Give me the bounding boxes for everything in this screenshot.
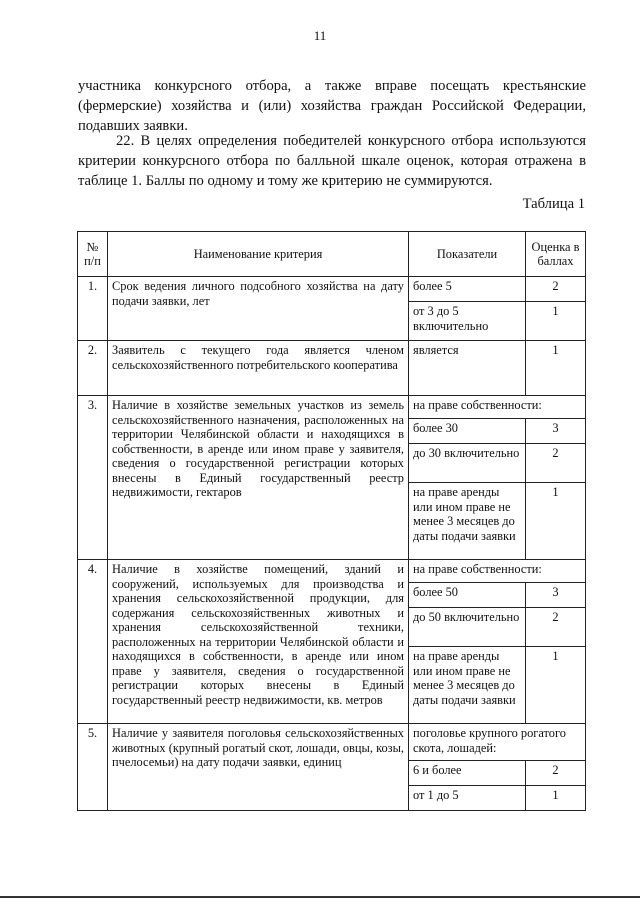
indicator: на праве аренды или ином праве не менее 3 месяцев до даты подачи заявки bbox=[409, 483, 526, 560]
paragraph-22: 22. В целях определения победителей конкурсного отбора используются критерии конкурсного отбора по балльной шкале оценок, которая отражена в таблице 1. Баллы по одному и тому же критерию не суммируются. bbox=[78, 133, 586, 189]
table-row bbox=[78, 560, 586, 583]
indicator: является bbox=[409, 341, 526, 396]
header-score: Оценка в баллах bbox=[526, 232, 586, 277]
indicator: до 30 включительно bbox=[409, 444, 526, 483]
criterion-name: Срок ведения личного подсобного хозяйства на дату подачи заявки, лет bbox=[108, 277, 409, 341]
header-indicators: Показатели bbox=[409, 232, 526, 277]
table-row bbox=[78, 396, 586, 419]
score: 2 bbox=[526, 608, 586, 647]
table-row bbox=[78, 277, 586, 302]
table-header-row bbox=[78, 232, 586, 277]
score: 1 bbox=[526, 302, 586, 341]
indicator: на праве аренды или ином праве не менее 3 месяцев до даты подачи заявки bbox=[409, 647, 526, 724]
table-row bbox=[78, 724, 586, 761]
indicator-group: поголовье крупного рогатого скота, лошадей: bbox=[409, 724, 586, 761]
criterion-name: Наличие в хозяйстве помещений, зданий и сооружений, используемых для производства и хранения сельскохозяйственной продукции, для содержания сельскохозяйственных животных и хранения сельскохозяйственной техники, расположенных на территории Челябинской области и находящихся в собственности, в аренде или ином праве у заявителя, сведения о государственной регистрации которых внесены в Единый государственный реестр недвижимости, кв. метров bbox=[108, 560, 409, 724]
score: 1 bbox=[526, 786, 586, 811]
header-number: № п/п bbox=[78, 232, 108, 277]
page-number: 11 bbox=[313, 28, 327, 43]
indicator: более 50 bbox=[409, 583, 526, 608]
header-criterion: Наименование критерия bbox=[108, 232, 409, 277]
table-row bbox=[78, 341, 586, 396]
score: 1 bbox=[526, 647, 586, 724]
score: 1 bbox=[526, 483, 586, 560]
criteria-table bbox=[77, 231, 586, 811]
indicator: более 30 bbox=[409, 419, 526, 444]
score: 2 bbox=[526, 761, 586, 786]
criterion-name: Заявитель с текущего года является членом сельскохозяйственного потребительского кооператива bbox=[108, 341, 409, 396]
score: 2 bbox=[526, 277, 586, 302]
row-number: 2. bbox=[78, 341, 108, 396]
indicator: более 5 bbox=[409, 277, 526, 302]
indicator: до 50 включительно bbox=[409, 608, 526, 647]
score: 3 bbox=[526, 419, 586, 444]
paragraph-continuation: участника конкурсного отбора, а также вправе посещать крестьянские (фермерские) хозяйства и (или) хозяйства граждан Российской Федерации, подавших заявки. bbox=[78, 78, 586, 134]
row-number: 5. bbox=[78, 724, 108, 811]
score: 3 bbox=[526, 583, 586, 608]
criterion-name: Наличие в хозяйстве земельных участков из земель сельскохозяйственного назначения, расположенных на территории Челябинской области и находящихся в собственности, в аренде или ином праве у заявителя, сведения о государственной регистрации которых внесены в Единый государственный реестр недвижимости, гектаров bbox=[108, 396, 409, 560]
indicator: 6 и более bbox=[409, 761, 526, 786]
page-bottom-border bbox=[0, 896, 640, 898]
indicator: от 3 до 5 включительно bbox=[409, 302, 526, 341]
score: 2 bbox=[526, 444, 586, 483]
score: 1 bbox=[526, 341, 586, 396]
row-number: 4. bbox=[78, 560, 108, 724]
indicator-group: на праве собственности: bbox=[409, 560, 586, 583]
indicator: от 1 до 5 bbox=[409, 786, 526, 811]
criterion-name: Наличие у заявителя поголовья сельскохозяйственных животных (крупный рогатый скот, лошади, овцы, козы, пчелосемьи) на дату подачи заявки, единиц bbox=[108, 724, 409, 811]
row-number: 3. bbox=[78, 396, 108, 560]
table-caption: Таблица 1 bbox=[522, 196, 585, 212]
indicator-group: на праве собственности: bbox=[409, 396, 586, 419]
row-number: 1. bbox=[78, 277, 108, 341]
